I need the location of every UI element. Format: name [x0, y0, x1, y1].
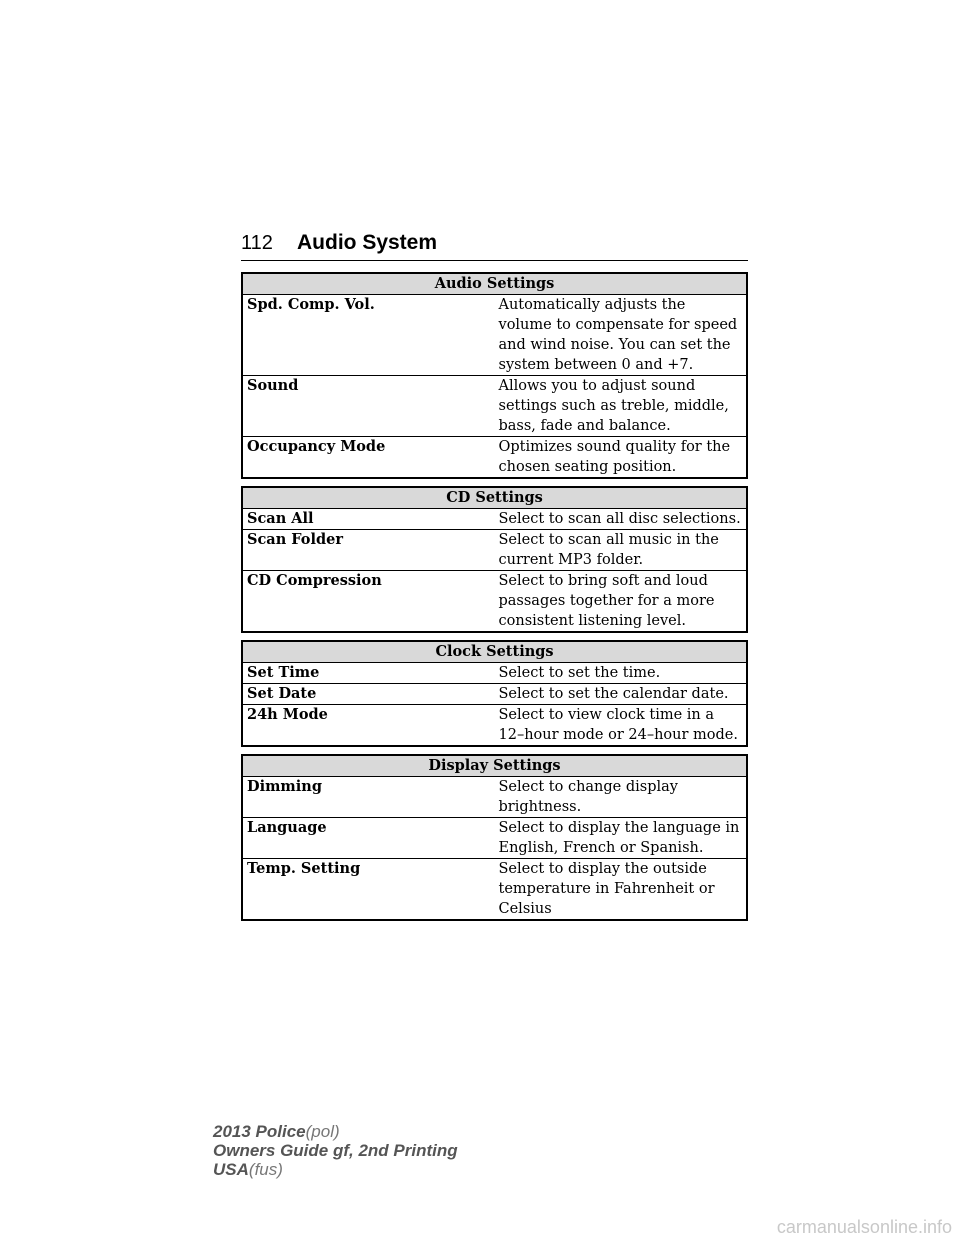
page-header: [241, 230, 748, 261]
setting-description: Select to scan all music in the current MP3 folder.: [495, 530, 748, 571]
setting-description: Automatically adjusts the volume to compensate for speed and wind noise. You can set the system between 0 and +7.: [495, 295, 748, 376]
table-row: [242, 684, 747, 705]
display-settings-table: [241, 754, 748, 921]
market-name: USA: [213, 1160, 249, 1179]
audio-settings-table: [241, 272, 748, 479]
setting-name: Set Date: [242, 684, 495, 705]
setting-description: Optimizes sound quality for the chosen seating position.: [495, 437, 748, 479]
watermark-text: carmanualsonline.info: [776, 1217, 952, 1237]
vehicle-code: (pol): [305, 1122, 340, 1141]
market-code: (fus): [248, 1160, 283, 1179]
table-title: Clock Settings: [242, 641, 747, 663]
table-title: CD Settings: [242, 487, 747, 509]
setting-name: Scan All: [242, 509, 495, 530]
table-row: [242, 437, 747, 479]
guide-edition: Owners Guide gf, 2nd Printing: [213, 1141, 458, 1160]
footer-line-3: [213, 1160, 458, 1179]
setting-name: Language: [242, 818, 495, 859]
vehicle-name: 2013 Police: [213, 1122, 306, 1141]
table-row: [242, 509, 747, 530]
setting-description: Allows you to adjust sound settings such as treble, middle, bass, fade and balance.: [495, 376, 748, 437]
setting-name: Sound: [242, 376, 495, 437]
setting-description: Select to change display brightness.: [495, 777, 748, 818]
clock-settings-table: [241, 640, 748, 747]
footer-line-1: [213, 1122, 458, 1141]
setting-description: Select to display the outside temperature in Fahrenheit or Celsius: [495, 859, 748, 921]
table-row: [242, 530, 747, 571]
setting-description: Select to bring soft and loud passages together for a more consistent listening level.: [495, 571, 748, 633]
setting-description: Select to scan all disc selections.: [495, 509, 748, 530]
footer-line-2: [213, 1141, 458, 1160]
table-row: [242, 705, 747, 747]
table-row: [242, 818, 747, 859]
table-row: [242, 777, 747, 818]
setting-name: Scan Folder: [242, 530, 495, 571]
table-row: [242, 376, 747, 437]
table-row: [242, 859, 747, 921]
document-footer: [213, 1122, 458, 1179]
setting-description: Select to set the calendar date.: [495, 684, 748, 705]
cd-settings-table: [241, 486, 748, 633]
table-title: Display Settings: [242, 755, 747, 777]
setting-description: Select to set the time.: [495, 663, 748, 684]
setting-name: Occupancy Mode: [242, 437, 495, 479]
setting-name: Spd. Comp. Vol.: [242, 295, 495, 376]
setting-name: Dimming: [242, 777, 495, 818]
chapter-title: Audio System: [297, 231, 438, 254]
setting-name: Set Time: [242, 663, 495, 684]
setting-description: Select to view clock time in a 12–hour mode or 24–hour mode.: [495, 705, 748, 747]
table-row: [242, 663, 747, 684]
page-number: 112: [241, 232, 273, 254]
setting-description: Select to display the language in English, French or Spanish.: [495, 818, 748, 859]
table-row: [242, 571, 747, 633]
setting-name: CD Compression: [242, 571, 495, 633]
settings-tables: [241, 272, 748, 928]
table-title: Audio Settings: [242, 273, 747, 295]
setting-name: Temp. Setting: [242, 859, 495, 921]
setting-name: 24h Mode: [242, 705, 495, 747]
table-row: [242, 295, 747, 376]
